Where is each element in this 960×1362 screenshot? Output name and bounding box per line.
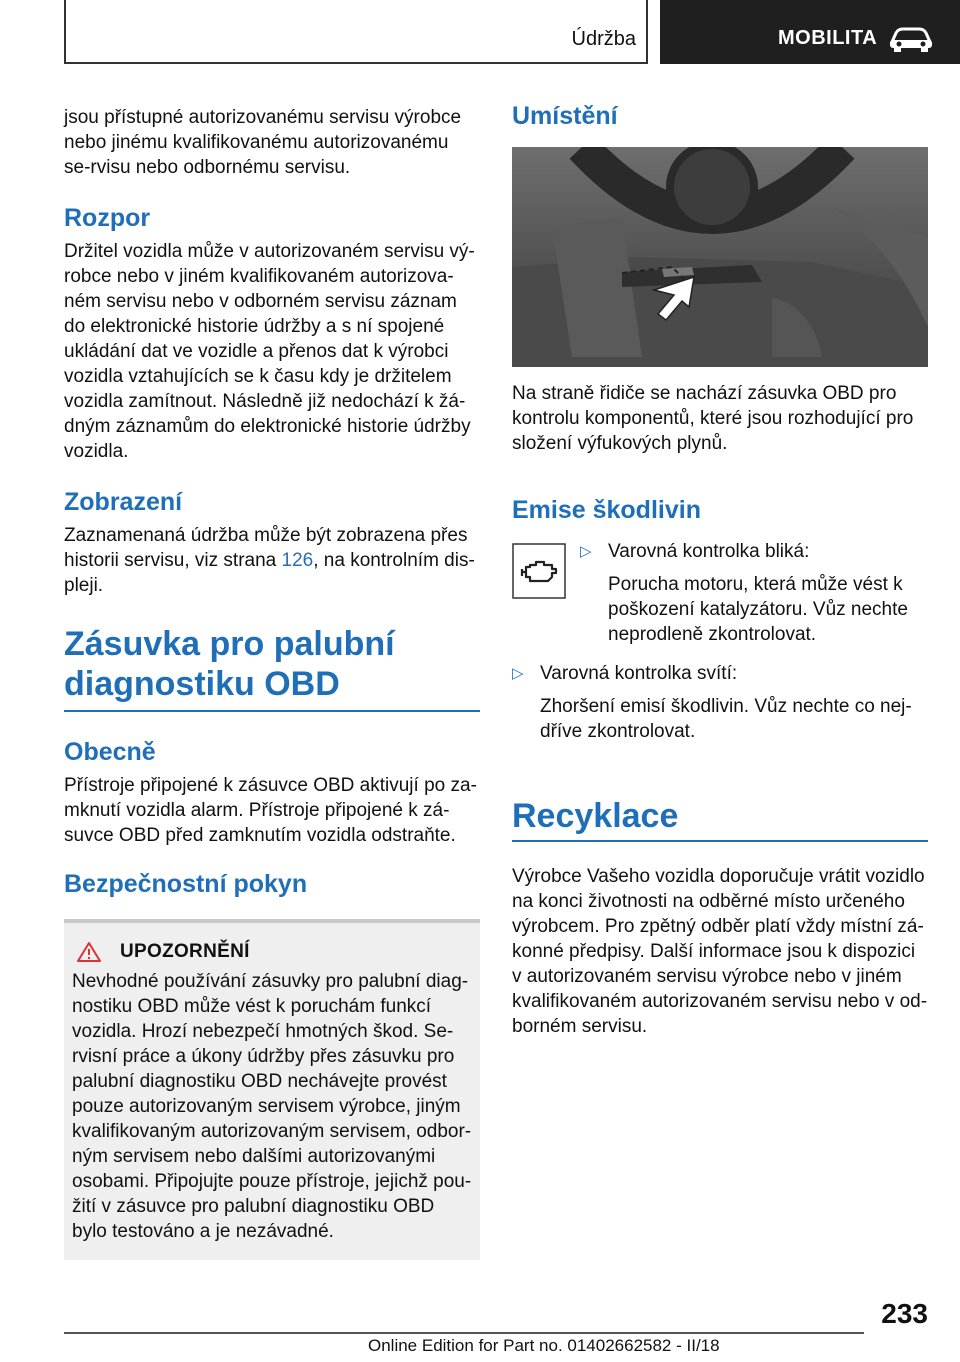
bullet2-text: Zhoršení emisí škodlivin. Vůz nechte co nej-dříve zkontrolovat. — [540, 696, 912, 742]
edition-footer: Online Edition for Part no. 01402662582 - II/18 — [368, 1336, 720, 1355]
check-engine-icon — [512, 543, 566, 599]
obecne-paragraph: Přístroje připojené k zásuvce OBD aktivují po za-mknutí vozidla alarm. Přístroje připojené k zá-suvce OBD před zamknutím vozidla odstraňte. — [64, 775, 477, 846]
rozpor-paragraph: Držitel vozidla může v autorizovaném servisu vý-robce nebo v jiném kvalifikovaném autorizova-ném servisu nebo v odborném servisu záznam do elektronické historie údržby a s ní spojené ukládání dat ve vozidle a přenos dat k výrobci vozidla vztahujících se k času kdy je držitelem vozidla zamítnout. Následně již nedochází k žá-dným záznamům do elektronické historie údržby vozidla. — [64, 241, 475, 462]
intro-paragraph: jsou přístupné autorizovanému servisu výrobce nebo jinému kvalifikovanému autorizovanému se-rvisu nebo odbornému servisu. — [64, 107, 462, 178]
obd-location-photo — [512, 147, 928, 367]
page-number: 233 — [881, 1298, 928, 1329]
list-item — [580, 539, 928, 564]
right-column — [512, 100, 928, 1039]
warning-header — [72, 941, 472, 963]
warning-paragraph: Nevhodné používání zásuvky pro palubní diag-nostiku OBD může vést k poruchám funkcí vozidla. Hrozí nebezpečí hmotných škod. Se-rvisní práce a úkony údržby přes zásuvku pro palubní diagnostiku OBD nechávejte provést pouze autorizovaným servisem výrobce, jiným kvalifikovaným autorizovaným servisem, odbor-ným servisem nebo dalšími autorizovanými osobami. Připojujte pouze přístroje, jejichž pou-žití v zásuvce pro palubní diagnostiku OBD bylo testováno a je nezávadné. — [72, 971, 472, 1242]
emise-block — [512, 539, 928, 744]
zobrazeni-paragraph: Zaznamenaná údržba může být zobrazena přes historii servisu, viz strana 126, na kontrolním dis-pleji. — [64, 525, 475, 596]
list-item — [512, 661, 928, 686]
umisteni-heading: Umístění — [512, 102, 618, 130]
recyklace-heading: Recyklace — [512, 797, 679, 835]
chapter-title: MOBILITA — [778, 27, 878, 49]
obd-heading: Zásuvka pro palubní diagnostiku OBD — [64, 625, 395, 703]
bullet-list-lit — [512, 661, 928, 744]
obecne-heading: Obecně — [64, 738, 156, 766]
recyklace-paragraph: Výrobce Vašeho vozidla doporučuje vrátit vozidlo na konci životnosti na odběrné místo určeného výrobcem. Pro zpětný odběr platí vždy místní zá-konné předpisy. Další informace jsou k dispozici v autorizovaném servisu výrobce nebo v jiném kvalifikovaném autorizovaném servisu nebo v od-borném servisu. — [512, 866, 928, 1037]
bullet-triangle-icon: ▷ — [580, 543, 592, 560]
bullet1-text: Porucha motoru, která může vést k poškození katalyzátoru. Vůz nechte neprodleně zkontrolovat. — [608, 574, 908, 645]
left-column — [64, 100, 480, 1260]
warning-box — [64, 919, 480, 1260]
bullet-triangle-icon: ▷ — [512, 665, 524, 682]
bullet2-title: Varovná kontrolka svítí: — [540, 663, 738, 684]
recyklace-heading-rule — [512, 840, 928, 842]
warning-triangle-icon — [76, 941, 102, 963]
footer-rule — [64, 1332, 864, 1334]
page-reference-link[interactable]: 126 — [281, 550, 314, 571]
bullet-list-flash — [580, 539, 928, 647]
warning-title: UPOZORNĚNÍ — [120, 941, 250, 962]
section-title: Údržba — [571, 28, 636, 50]
bezpecnost-heading: Bezpečnostní pokyn — [64, 870, 308, 898]
zobrazeni-heading: Zobrazení — [64, 488, 183, 516]
bullet1-title: Varovná kontrolka bliká: — [608, 541, 810, 562]
header-section-box — [64, 0, 648, 64]
umisteni-paragraph: Na straně řidiče se nachází zásuvka OBD pro kontrolu komponentů, které jsou rozhodující pro složení výfukových plynů. — [512, 383, 914, 454]
car-icon — [888, 26, 934, 52]
emise-heading: Emise škodlivin — [512, 496, 701, 524]
obd-heading-rule — [64, 710, 480, 712]
header-chapter-box — [660, 0, 960, 64]
rozpor-heading: Rozpor — [64, 204, 151, 232]
